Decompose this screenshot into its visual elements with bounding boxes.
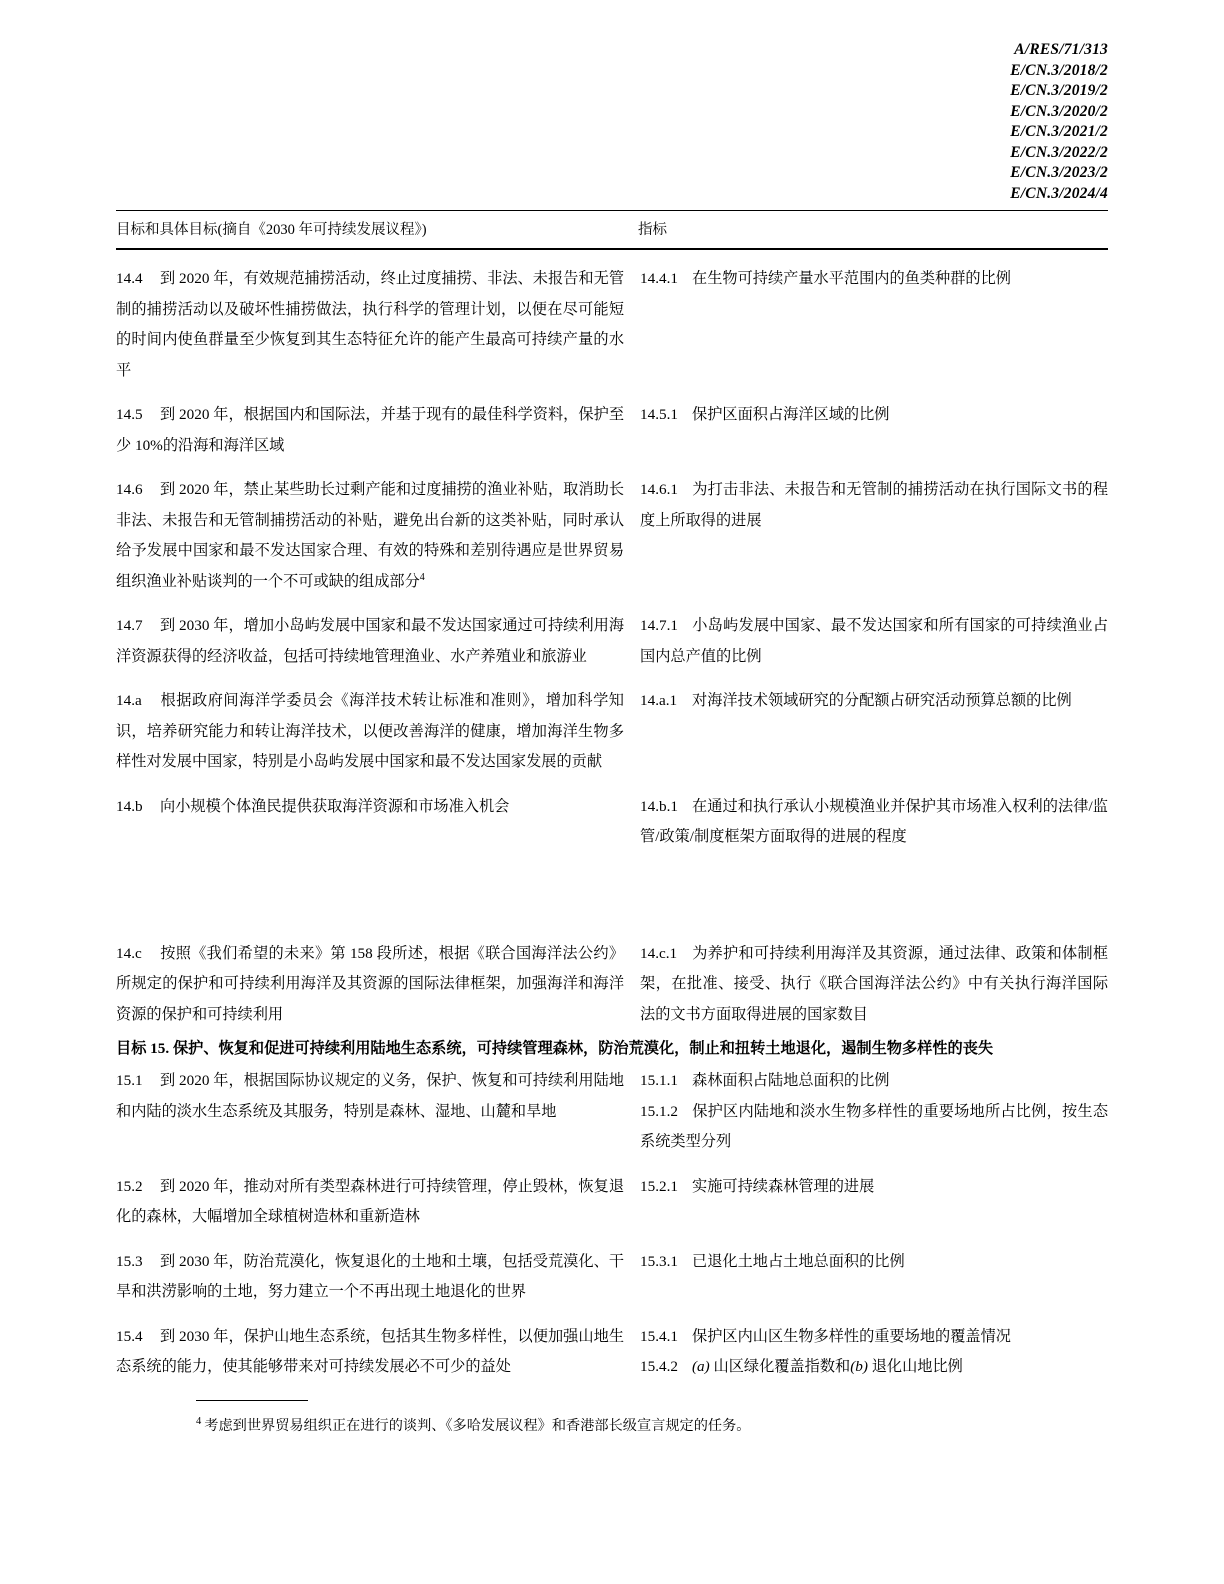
target-paragraph xyxy=(116,1322,624,1383)
target-paragraph xyxy=(116,264,624,386)
row-spacer xyxy=(116,672,1108,686)
table-row xyxy=(116,1322,1108,1383)
target-cell xyxy=(116,1066,628,1127)
indicator-number: 15.2.1 xyxy=(640,1177,678,1195)
document-symbol: A/RES/71/313 xyxy=(1014,41,1108,58)
target-cell xyxy=(116,400,628,461)
indicator-number: 14.c.1 xyxy=(640,944,678,962)
target-text: 到 2020 年，有效规范捕捞活动，终止过度捕捞、非法、未报告和无管制的捕捞活动以及破坏性捕捞做法，执行科学的管理计划，以便在尽可能短的时间内使鱼群量至少恢复到其生态特征允许的能产生最高可持续产量的水平 xyxy=(116,270,624,379)
target-cell xyxy=(116,264,628,386)
indicator-number: 15.4.1 xyxy=(640,1327,678,1345)
target-text: 向小规模个体渔民提供获取海洋资源和市场准入机会 xyxy=(160,797,510,815)
target-number: 14.b xyxy=(116,797,143,815)
document-symbol: E/CN.3/2020/2 xyxy=(1010,102,1108,120)
indicator-paragraph xyxy=(640,475,1108,536)
document-symbol: E/CN.3/2022/2 xyxy=(1010,143,1108,161)
target-text: 到 2020 年，根据国内和国际法，并基于现有的最佳科学资料，保护至少 10%的沿海和海洋区域 xyxy=(116,406,624,454)
indicator-paragraph xyxy=(640,686,1108,717)
indicator-text: 在通过和执行承认小规模渔业并保护其市场准入权利的法律/监管/政策/制度框架方面取得的进展的程度 xyxy=(640,797,1108,845)
target-number: 14.7 xyxy=(116,617,143,634)
indicator-number: 15.1.1 xyxy=(640,1072,678,1089)
target-number: 14.c xyxy=(116,944,142,962)
indicator-text: 在生物可持续产量水平范围内的鱼类种群的比例 xyxy=(692,270,1011,287)
document-symbol: E/CN.3/2019/2 xyxy=(1010,82,1108,99)
target-number: 15.3 xyxy=(116,1252,143,1270)
indicator-number: 15.3.1 xyxy=(640,1252,678,1270)
column-gap xyxy=(628,220,638,240)
target-paragraph xyxy=(116,939,624,1031)
indicator-cell xyxy=(638,939,1108,1031)
table-row xyxy=(116,1172,1108,1233)
row-spacer xyxy=(116,853,1108,939)
target-paragraph xyxy=(116,475,624,597)
indicator-text: 保护区内山区生物多样性的重要场地的覆盖情况 xyxy=(692,1327,1011,1345)
indicator-paragraph xyxy=(640,792,1108,853)
target-paragraph xyxy=(116,1247,624,1308)
target-paragraph xyxy=(116,1066,624,1127)
target-text: 根据政府间海洋学委员会《海洋技术转让标准和准则》，增加科学知识，培养研究能力和转让海洋技术，以便改善海洋的健康，增加海洋生物多样性对发展中国家，特别是小岛屿发展中国家和最不发达国家发展的贡献 xyxy=(116,692,624,770)
target-text: 按照《我们希望的未来》第 158 段所述，根据《联合国海洋法公约》所规定的保护和可持续利用海洋及其资源的国际法律框架，加强海洋和海洋资源的保护和可持续利用 xyxy=(116,944,624,1023)
document-symbol: E/CN.3/2024/4 xyxy=(1010,184,1108,202)
indicator-paragraph xyxy=(640,939,1108,1031)
target-cell xyxy=(116,686,628,778)
target-number: 15.4 xyxy=(116,1327,143,1345)
indicator-text: 森林面积占陆地总面积的比例 xyxy=(692,1072,890,1089)
target-paragraph xyxy=(116,400,624,461)
table-row xyxy=(116,475,1108,597)
indicator-number: 14.a.1 xyxy=(640,692,678,709)
target-text: 到 2020 年，根据国际协议规定的义务，保护、恢复和可持续利用陆地和内陆的淡水生态系统及其服务，特别是森林、湿地、山麓和旱地 xyxy=(116,1072,624,1120)
indicator-number: 14.4.1 xyxy=(640,270,678,287)
indicator-paragraph xyxy=(640,1066,1108,1097)
target-cell xyxy=(116,611,628,672)
indicator-paragraph xyxy=(640,1172,1108,1203)
indicator-text: 为养护和可持续利用海洋及其资源，通过法律、政策和体制框架，在批准、接受、执行《联合国海洋法公约》中有关执行海洋国际法的文书方面取得进展的国家数目 xyxy=(640,944,1108,1023)
indicator-paragraph xyxy=(640,1322,1108,1353)
indicator-text: 小岛屿发展中国家、最不发达国家和所有国家的可持续渔业占国内总产值的比例 xyxy=(640,617,1108,665)
target-text: 到 2020 年，推动对所有类型森林进行可持续管理，停止毁林，恢复退化的森林，大幅增加全球植树造林和重新造林 xyxy=(116,1177,624,1225)
table-header-row xyxy=(116,211,1108,248)
indicator-number: 14.6.1 xyxy=(640,481,678,498)
table-row xyxy=(116,792,1108,853)
row-spacer xyxy=(116,1158,1108,1172)
indicator-text: 实施可持续森林管理的进展 xyxy=(692,1177,875,1195)
target-number: 14.a xyxy=(116,692,142,709)
goal-15-heading: 目标 15. 保护、恢复和促进可持续利用陆地生态系统，可持续管理森林，防治荒漠化，制止和扭转土地退化，遏制生物多样性的丧失 xyxy=(116,1040,994,1057)
indicator-cell xyxy=(638,400,1108,431)
target-cell xyxy=(116,939,628,1031)
document-symbol: E/CN.3/2023/2 xyxy=(1010,164,1108,181)
target-paragraph xyxy=(116,1172,624,1233)
footnote-line xyxy=(196,1415,1096,1437)
table-row xyxy=(116,611,1108,672)
row-spacer xyxy=(116,250,1108,264)
indicator-cell xyxy=(638,611,1108,672)
table-row xyxy=(116,264,1108,386)
target-paragraph xyxy=(116,611,624,672)
target-number: 14.6 xyxy=(116,481,143,498)
column-header-targets: 目标和具体目标(摘自《2030 年可持续发展议程》) xyxy=(116,222,427,238)
target-paragraph xyxy=(116,686,624,778)
table-row xyxy=(116,400,1108,461)
indicator-paragraph xyxy=(640,1097,1108,1158)
target-number: 15.1 xyxy=(116,1072,143,1089)
column-header-indicators: 指标 xyxy=(638,222,667,238)
indicator-cell xyxy=(638,792,1108,853)
row-spacer xyxy=(116,1233,1108,1247)
row-spacer xyxy=(116,461,1108,475)
target-cell xyxy=(116,1172,628,1233)
enumerator-a: (a) xyxy=(692,1358,710,1375)
target-number: 14.5 xyxy=(116,406,143,423)
indicator-text: (a) 山区绿化覆盖指数和(b) 退化山地比例 xyxy=(692,1358,963,1375)
indicator-cell xyxy=(638,264,1108,295)
target-number: 14.4 xyxy=(116,270,143,287)
table-row xyxy=(116,686,1108,778)
indicator-number: 15.1.2 xyxy=(640,1102,678,1120)
row-spacer xyxy=(116,1308,1108,1322)
indicator-text: 对海洋技术领域研究的分配额占研究活动预算总额的比例 xyxy=(692,692,1072,709)
indicator-cell xyxy=(638,1247,1108,1278)
indicator-text: 保护区内陆地和淡水生物多样性的重要场地所占比例，按生态系统类型分列 xyxy=(640,1102,1108,1150)
target-number: 15.2 xyxy=(116,1177,143,1195)
indicator-text: 为打击非法、未报告和无管制的捕捞活动在执行国际文书的程度上所取得的进展 xyxy=(640,481,1108,529)
indicator-number: 15.4.2 xyxy=(640,1358,678,1375)
footnote-separator xyxy=(196,1400,308,1401)
target-cell xyxy=(116,475,628,597)
enumerator-b: (b) xyxy=(850,1358,868,1375)
table-row xyxy=(116,939,1108,1031)
indicator-paragraph xyxy=(640,611,1108,672)
indicator-text: 保护区面积占海洋区域的比例 xyxy=(692,406,890,423)
indicator-cell xyxy=(638,1322,1108,1383)
table-row xyxy=(116,1247,1108,1308)
target-paragraph xyxy=(116,792,624,823)
footnote-body: 考虑到世界贸易组织正在进行的谈判、《多哈发展议程》和香港部长级宣言规定的任务。 xyxy=(204,1418,751,1434)
table-row xyxy=(116,1066,1108,1158)
footnote-block xyxy=(196,1400,1096,1437)
indicator-number: 14.b.1 xyxy=(640,797,678,815)
target-text: 到 2020 年，禁止某些助长过剩产能和过度捕捞的渔业补贴，取消助长非法、未报告和无管制捕捞活动的补贴，避免出台新的这类补贴，同时承认给予发展中国家和最不发达国家合理、有效的特殊和差别待遇应是世界贸易组织渔业补贴谈判的一个不可或缺的组成部分 xyxy=(116,481,624,590)
targets-indicators-table xyxy=(116,210,1108,1383)
target-text: 到 2030 年，防治荒漠化，恢复退化的土地和土壤，包括受荒漠化、干旱和洪涝影响的土地，努力建立一个不再出现土地退化的世界 xyxy=(116,1252,624,1300)
indicator-text: 已退化土地占土地总面积的比例 xyxy=(692,1252,905,1270)
document-symbol: E/CN.3/2021/2 xyxy=(1010,123,1108,140)
row-spacer xyxy=(116,778,1108,792)
indicator-cell xyxy=(638,686,1108,717)
footnote-marker: 4 xyxy=(196,1416,202,1428)
row-spacer xyxy=(116,386,1108,400)
target-cell xyxy=(116,1322,628,1383)
target-text: 到 2030 年，保护山地生态系统，包括其生物多样性，以便加强山地生态系统的能力，使其能够带来对可持续发展必不可少的益处 xyxy=(116,1327,624,1375)
indicator-paragraph xyxy=(640,1247,1108,1278)
footnote-reference: 4 xyxy=(419,571,425,583)
row-spacer xyxy=(116,597,1108,611)
target-cell xyxy=(116,792,628,823)
indicator-number: 14.5.1 xyxy=(640,406,678,423)
document-symbols xyxy=(1010,40,1108,204)
document-symbol: E/CN.3/2018/2 xyxy=(1010,61,1108,79)
indicator-cell xyxy=(638,1066,1108,1158)
indicator-number: 14.7.1 xyxy=(640,617,678,634)
indicator-cell xyxy=(638,1172,1108,1203)
target-cell xyxy=(116,1247,628,1308)
indicator-paragraph xyxy=(640,1352,1108,1383)
indicator-paragraph xyxy=(640,400,1108,431)
indicator-paragraph xyxy=(640,264,1108,295)
indicator-cell xyxy=(638,475,1108,536)
target-text: 到 2030 年，增加小岛屿发展中国家和最不发达国家通过可持续利用海洋资源获得的经济收益，包括可持续地管理渔业、水产养殖业和旅游业 xyxy=(116,617,624,665)
